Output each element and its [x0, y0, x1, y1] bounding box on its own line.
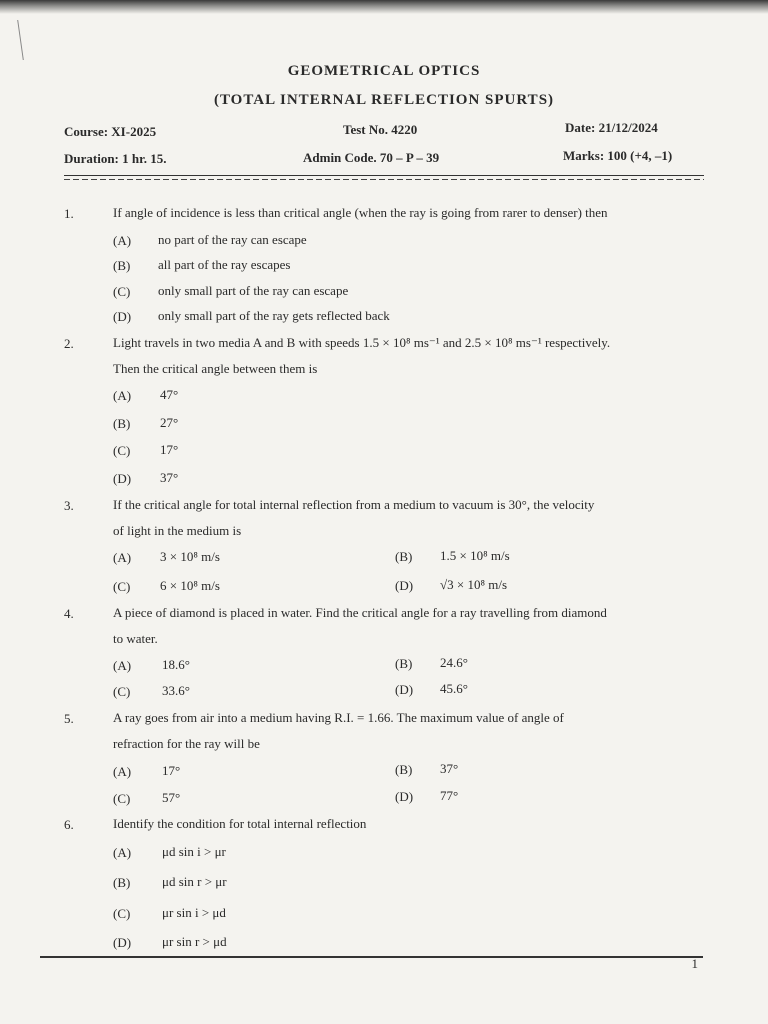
marks-label: Marks: 100 (+4, –1)	[563, 148, 673, 163]
option-label: (A)	[113, 845, 132, 860]
question-text: Identify the condition for total internal reflection	[113, 816, 367, 831]
option-text: 17°	[162, 763, 181, 778]
admin-code: Admin Code. 70 – P – 39	[303, 150, 440, 165]
question-number: 2.	[64, 336, 74, 351]
option-text: all part of the ray escapes	[158, 257, 291, 272]
page-number: 1	[691, 956, 698, 971]
test-date: Date: 21/12/2024	[565, 120, 658, 135]
question-text-line1: If the critical angle for total internal reflection from a medium to vacuum is 30°, the velocity	[113, 497, 595, 512]
option-text: μr sin i > μd	[162, 905, 226, 920]
option-text: 24.6°	[440, 655, 468, 670]
option-text: 47°	[160, 387, 179, 402]
option-text: 27°	[160, 415, 179, 430]
option-label: (B)	[395, 549, 413, 564]
option-text: μr sin r > μd	[162, 934, 227, 949]
option-text: 3 × 10⁸ m/s	[160, 549, 220, 564]
question-text-line2: of light in the medium is	[113, 523, 242, 538]
option-label: (C)	[113, 906, 131, 921]
option-label: (D)	[395, 789, 414, 804]
test-number: Test No. 4220	[343, 122, 418, 137]
option-label: (B)	[395, 656, 413, 671]
option-label: (B)	[113, 875, 131, 890]
option-text: no part of the ray can escape	[158, 232, 307, 247]
option-label: (B)	[113, 416, 131, 431]
option-label: (A)	[113, 764, 132, 779]
option-text: 33.6°	[162, 683, 190, 698]
option-label: (C)	[113, 579, 131, 594]
duration-label: Duration: 1 hr. 15.	[64, 151, 167, 166]
question-text-line1: Light travels in two media A and B with speeds 1.5 × 10⁸ ms⁻¹ and 2.5 × 10⁸ ms⁻¹ respectively.	[113, 335, 611, 350]
option-text: only small part of the ray gets reflected back	[158, 308, 390, 323]
question-text-line2: refraction for the ray will be	[113, 736, 260, 751]
option-label: (C)	[113, 791, 131, 806]
option-text: 77°	[440, 788, 459, 803]
question-text-line1: A piece of diamond is placed in water. Find the critical angle for a ray travelling from diamond	[113, 605, 607, 620]
option-label: (C)	[113, 284, 131, 299]
option-text: μd sin i > μr	[162, 844, 226, 859]
option-text: 45.6°	[440, 681, 468, 696]
option-text: 37°	[440, 761, 459, 776]
question-text-line1: A ray goes from air into a medium having R.I. = 1.66. The maximum value of angle of	[113, 710, 564, 725]
option-text: 37°	[160, 470, 179, 485]
option-label: (D)	[395, 682, 414, 697]
question-text-line2: to water.	[113, 631, 158, 646]
page-corner-mark	[17, 20, 42, 60]
question-number: 5.	[64, 711, 74, 726]
option-label: (A)	[113, 388, 132, 403]
question-text: If angle of incidence is less than critical angle (when the ray is going from rarer to denser) then	[113, 205, 608, 220]
option-label: (D)	[113, 309, 132, 324]
header-divider-dashed	[64, 179, 704, 180]
option-label: (A)	[113, 233, 132, 248]
question-number: 6.	[64, 817, 74, 832]
scan-top-shadow	[0, 0, 768, 14]
page-title: GEOMETRICAL OPTICS	[287, 63, 481, 79]
option-text: 17°	[160, 442, 179, 457]
option-text: 1.5 × 10⁸ m/s	[440, 548, 510, 563]
option-text: μd sin r > μr	[162, 874, 227, 889]
option-label: (B)	[395, 762, 413, 777]
option-label: (C)	[113, 443, 131, 458]
option-label: (D)	[113, 935, 132, 950]
question-number: 4.	[64, 606, 74, 621]
question-number: 3.	[64, 498, 74, 513]
header-divider	[64, 175, 704, 176]
option-text: 18.6°	[162, 657, 190, 672]
option-label: (D)	[113, 471, 132, 486]
option-text: only small part of the ray can escape	[158, 283, 349, 298]
page-subtitle: (TOTAL INTERNAL REFLECTION SPURTS)	[213, 92, 555, 108]
option-text: 57°	[162, 790, 181, 805]
option-label: (C)	[113, 684, 131, 699]
option-text: √3 × 10⁸ m/s	[440, 577, 508, 592]
option-text: 6 × 10⁸ m/s	[160, 578, 220, 593]
option-label: (A)	[113, 550, 132, 565]
course-label: Course: XI-2025	[64, 124, 157, 139]
option-label: (B)	[113, 258, 131, 273]
option-label: (A)	[113, 658, 132, 673]
option-label: (D)	[395, 578, 414, 593]
footer-divider	[40, 956, 703, 958]
question-text-line2: Then the critical angle between them is	[113, 361, 318, 376]
question-number: 1.	[64, 206, 74, 221]
